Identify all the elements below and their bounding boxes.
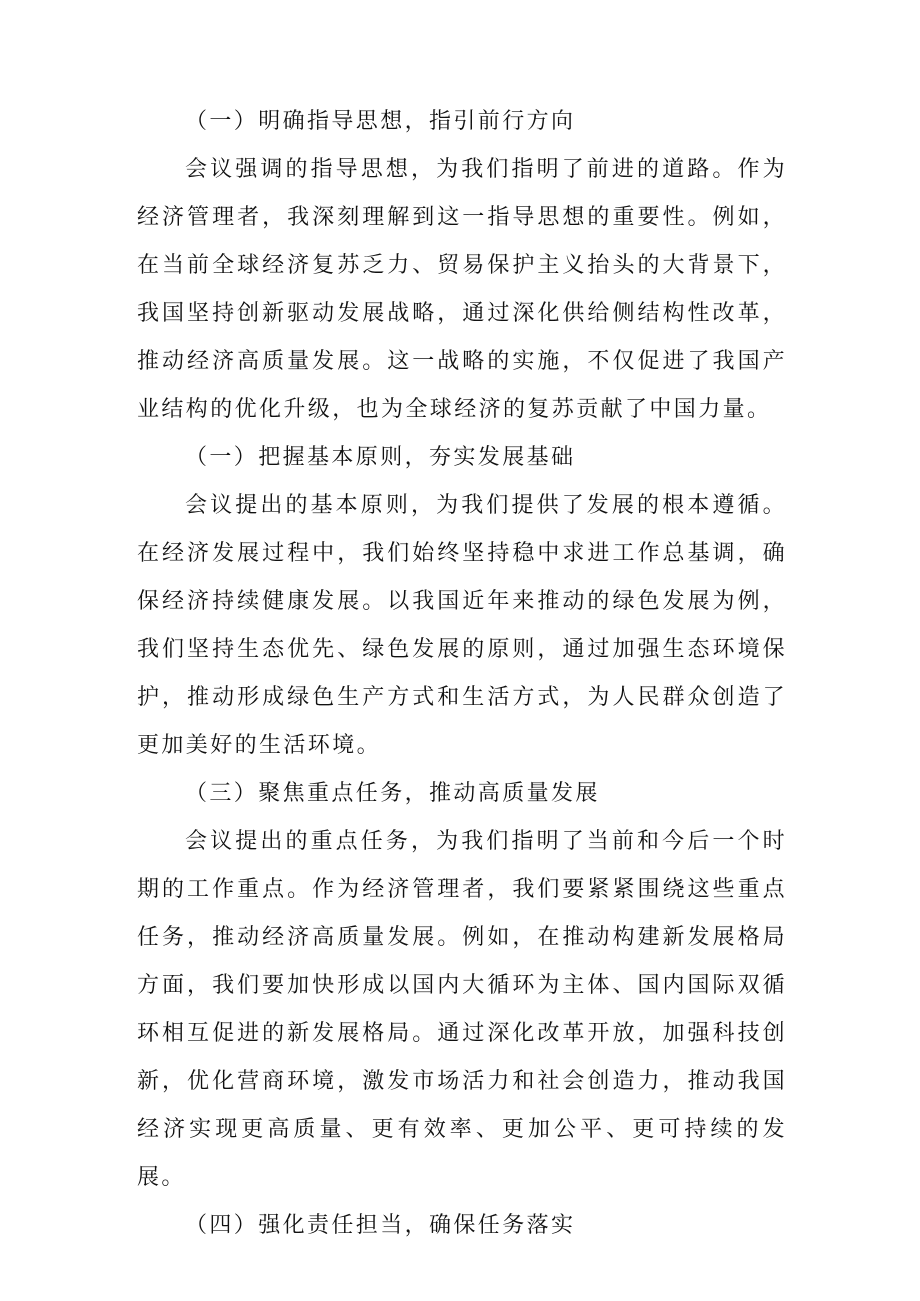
section-heading-3: （三）聚焦重点任务，推动高质量发展 (185, 781, 600, 806)
document-page (137, 98, 787, 1250)
section-paragraph-3: 会议提出的重点任务，为我们指明了当前和今后一个时期的工作重点。作为经济管理者，我们要紧紧围绕这些重点任务，推动经济高质量发展。例如，在推动构建新发展格局方面，我们要加快形成以国内大循环为主体、国内国际双循环相互促进的新发展格局。通过深化改革开放，加强科技创新，优化营商环境，激发市场活力和社会创造力，推动我国经济实现更高质量、更有效率、更加公平、更可持续的发展。 (137, 829, 787, 1190)
section-heading-2: （一）把握基本原则，夯实发展基础 (185, 445, 576, 470)
section-heading-4: （四）强化责任担当，确保任务落实 (185, 1213, 576, 1238)
section-paragraph-1: 会议强调的指导思想，为我们指明了前进的道路。作为经济管理者，我深刻理解到这一指导思想的重要性。例如，在当前全球经济复苏乏力、贸易保护主义抬头的大背景下，我国坚持创新驱动发展战略，通过深化供给侧结构性改革，推动经济高质量发展。这一战略的实施，不仅促进了我国产业结构的优化升级，也为全球经济的复苏贡献了中国力量。 (137, 157, 787, 422)
section-heading-1: （一）明确指导思想，指引前行方向 (185, 109, 576, 134)
section-paragraph-2: 会议提出的基本原则，为我们提供了发展的根本遵循。在经济发展过程中，我们始终坚持稳中求进工作总基调，确保经济持续健康发展。以我国近年来推动的绿色发展为例，我们坚持生态优先、绿色发展的原则，通过加强生态环境保护，推动形成绿色生产方式和生活方式，为人民群众创造了更加美好的生活环境。 (137, 493, 787, 758)
